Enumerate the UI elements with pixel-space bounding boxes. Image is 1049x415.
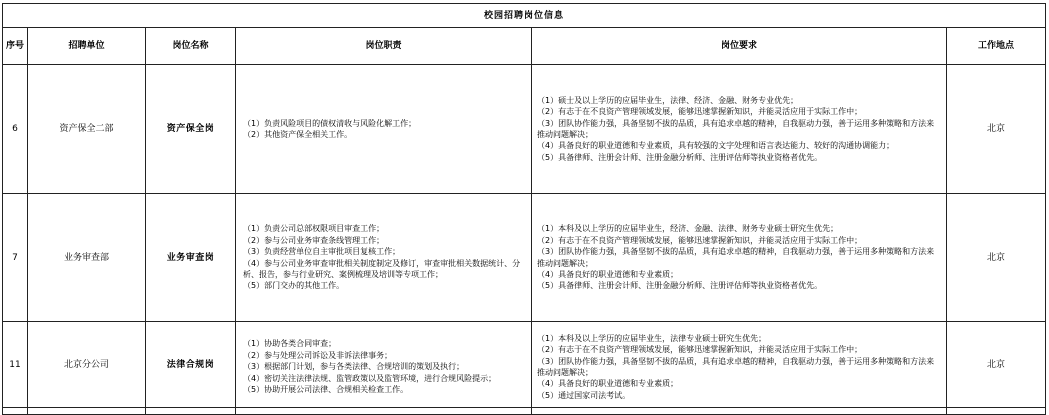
requirement-line: （5）具备律师、注册会计师、注册金融分析师、注册评估师等执业资格者优先。	[537, 152, 823, 162]
duty-line: （5）协助开展公司法律、合规相关检查工作。	[243, 385, 409, 395]
cell-duties[interactable]	[236, 194, 532, 322]
duty-line: （3）根据部门计划，参与各类法律、合规培训的策划及执行；	[243, 362, 465, 372]
cell-position-name[interactable]: 法律合规岗	[146, 322, 236, 408]
header-duty: 岗位职责	[236, 28, 532, 65]
requirement-line: （2）有志于在不良资产管理领域发展，能够迅速掌握新知识，并能灵活应用于实际工作中；	[537, 235, 863, 245]
header-req: 岗位要求	[532, 28, 947, 65]
cell-duties[interactable]	[236, 65, 532, 194]
duty-line: （2）参与处理公司诉讼及非诉法律事务；	[243, 350, 393, 360]
requirement-line: （1）本科及以上学历的应届毕业生，法律专业硕士研究生优先；	[537, 333, 767, 343]
requirement-line: （5）具备律师、注册会计师、注册金融分析师、注册评估师等执业资格者优先。	[537, 281, 823, 291]
cell-position-name[interactable]: 业务审查岗	[146, 194, 236, 322]
cell-empty[interactable]	[236, 408, 532, 415]
cell-requirements[interactable]	[532, 65, 947, 194]
requirement-line: （3）团队协作能力强，具备坚韧不拔的品质，具有追求卓越的精神，自我驱动力强，善于运用多种策略和方法来推动问题解决；	[537, 118, 935, 139]
requirement-line: （4）具备良好的职业道德和专业素质；	[537, 269, 679, 279]
cell-empty[interactable]	[146, 408, 236, 415]
cell-unit[interactable]: 业务审查部	[28, 194, 146, 322]
duty-line: （2）参与公司业务审查条线管理工作；	[243, 235, 385, 245]
table-row	[3, 65, 1046, 194]
header-row	[3, 28, 1046, 65]
cell-requirements[interactable]	[532, 322, 947, 408]
cell-unit[interactable]: 资产保全二部	[28, 65, 146, 194]
cell-empty[interactable]	[28, 408, 146, 415]
header-unit: 招聘单位	[28, 28, 146, 65]
requirement-line: （4）具备良好的职业道德和专业素质，具有较强的文字处理和语言表达能力、较好的沟通协调能力；	[537, 141, 895, 151]
header-no: 序号	[3, 28, 28, 65]
cell-empty[interactable]	[532, 408, 947, 415]
header-name: 岗位名称	[146, 28, 236, 65]
duty-line: （4）参与公司业务审查审批相关制度制定及修订，审查审批相关数据统计、分析、报告，参与行业研究、案例梳理及培训等专项工作；	[243, 258, 521, 279]
cell-duties[interactable]	[236, 322, 532, 408]
requirement-line: （4）具备良好的职业道德和专业素质；	[537, 379, 679, 389]
duty-line: （1）协助各类合同审查；	[243, 339, 337, 349]
cell-location[interactable]: 北京	[947, 322, 1046, 408]
requirement-line: （3）团队协作能力强，具备坚韧不拔的品质，具有追求卓越的精神，自我驱动力强，善于运用多种策略和方法来推动问题解决；	[537, 247, 935, 268]
table-row	[3, 194, 1046, 322]
cell-no[interactable]: 11	[3, 322, 28, 408]
requirement-line: （1）本科及以上学历的应届毕业生，经济、金融、法律、财务专业硕士研究生优先；	[537, 224, 839, 234]
requirement-line: （5）通过国家司法考试。	[537, 390, 631, 400]
requirement-line: （1）硕士及以上学历的应届毕业生，法律、经济、金融、财务专业优先；	[537, 95, 799, 105]
cell-no[interactable]: 7	[3, 194, 28, 322]
duty-line: （1）负责公司总部权限项目审查工作；	[243, 224, 385, 234]
cell-position-name[interactable]: 资产保全岗	[146, 65, 236, 194]
cell-location[interactable]: 北京	[947, 65, 1046, 194]
job-positions-table	[2, 3, 1046, 415]
duty-line: （1）负责风险项目的债权清收与风险化解工作；	[243, 118, 417, 128]
header-loc: 工作地点	[947, 28, 1046, 65]
duty-line: （3）负责经营单位自主审批项目复核工作；	[243, 247, 401, 257]
cell-unit[interactable]: 北京分公司	[28, 322, 146, 408]
duty-line: （5）部门交办的其他工作。	[243, 281, 345, 291]
cell-requirements[interactable]	[532, 194, 947, 322]
table-row-partial	[3, 408, 1046, 415]
cell-empty[interactable]	[3, 408, 28, 415]
requirement-line: （2）有志于在不良资产管理领域发展，能够迅速掌握新知识，并能灵活应用于实际工作中；	[537, 107, 863, 117]
cell-location[interactable]: 北京	[947, 194, 1046, 322]
requirement-line: （3）团队协作能力强，具备坚韧不拔的品质，具有追求卓越的精神，自我驱动力强，善于运用多种策略和方法来推动问题解决；	[537, 356, 935, 377]
cell-empty[interactable]	[947, 408, 1046, 415]
requirement-line: （2）有志于在不良资产管理领域发展，能够迅速掌握新知识，并能灵活应用于实际工作中；	[537, 345, 863, 355]
sheet-right-edge	[1045, 3, 1049, 414]
duty-line: （2）其他资产保全相关工作。	[243, 130, 353, 139]
cell-no[interactable]: 6	[3, 65, 28, 194]
table-title: 校园招聘岗位信息	[3, 4, 1046, 28]
table-row	[3, 322, 1046, 408]
duty-line: （4）密切关注法律法规、监管政策以及监管环境，进行合规风险提示；	[243, 373, 497, 383]
